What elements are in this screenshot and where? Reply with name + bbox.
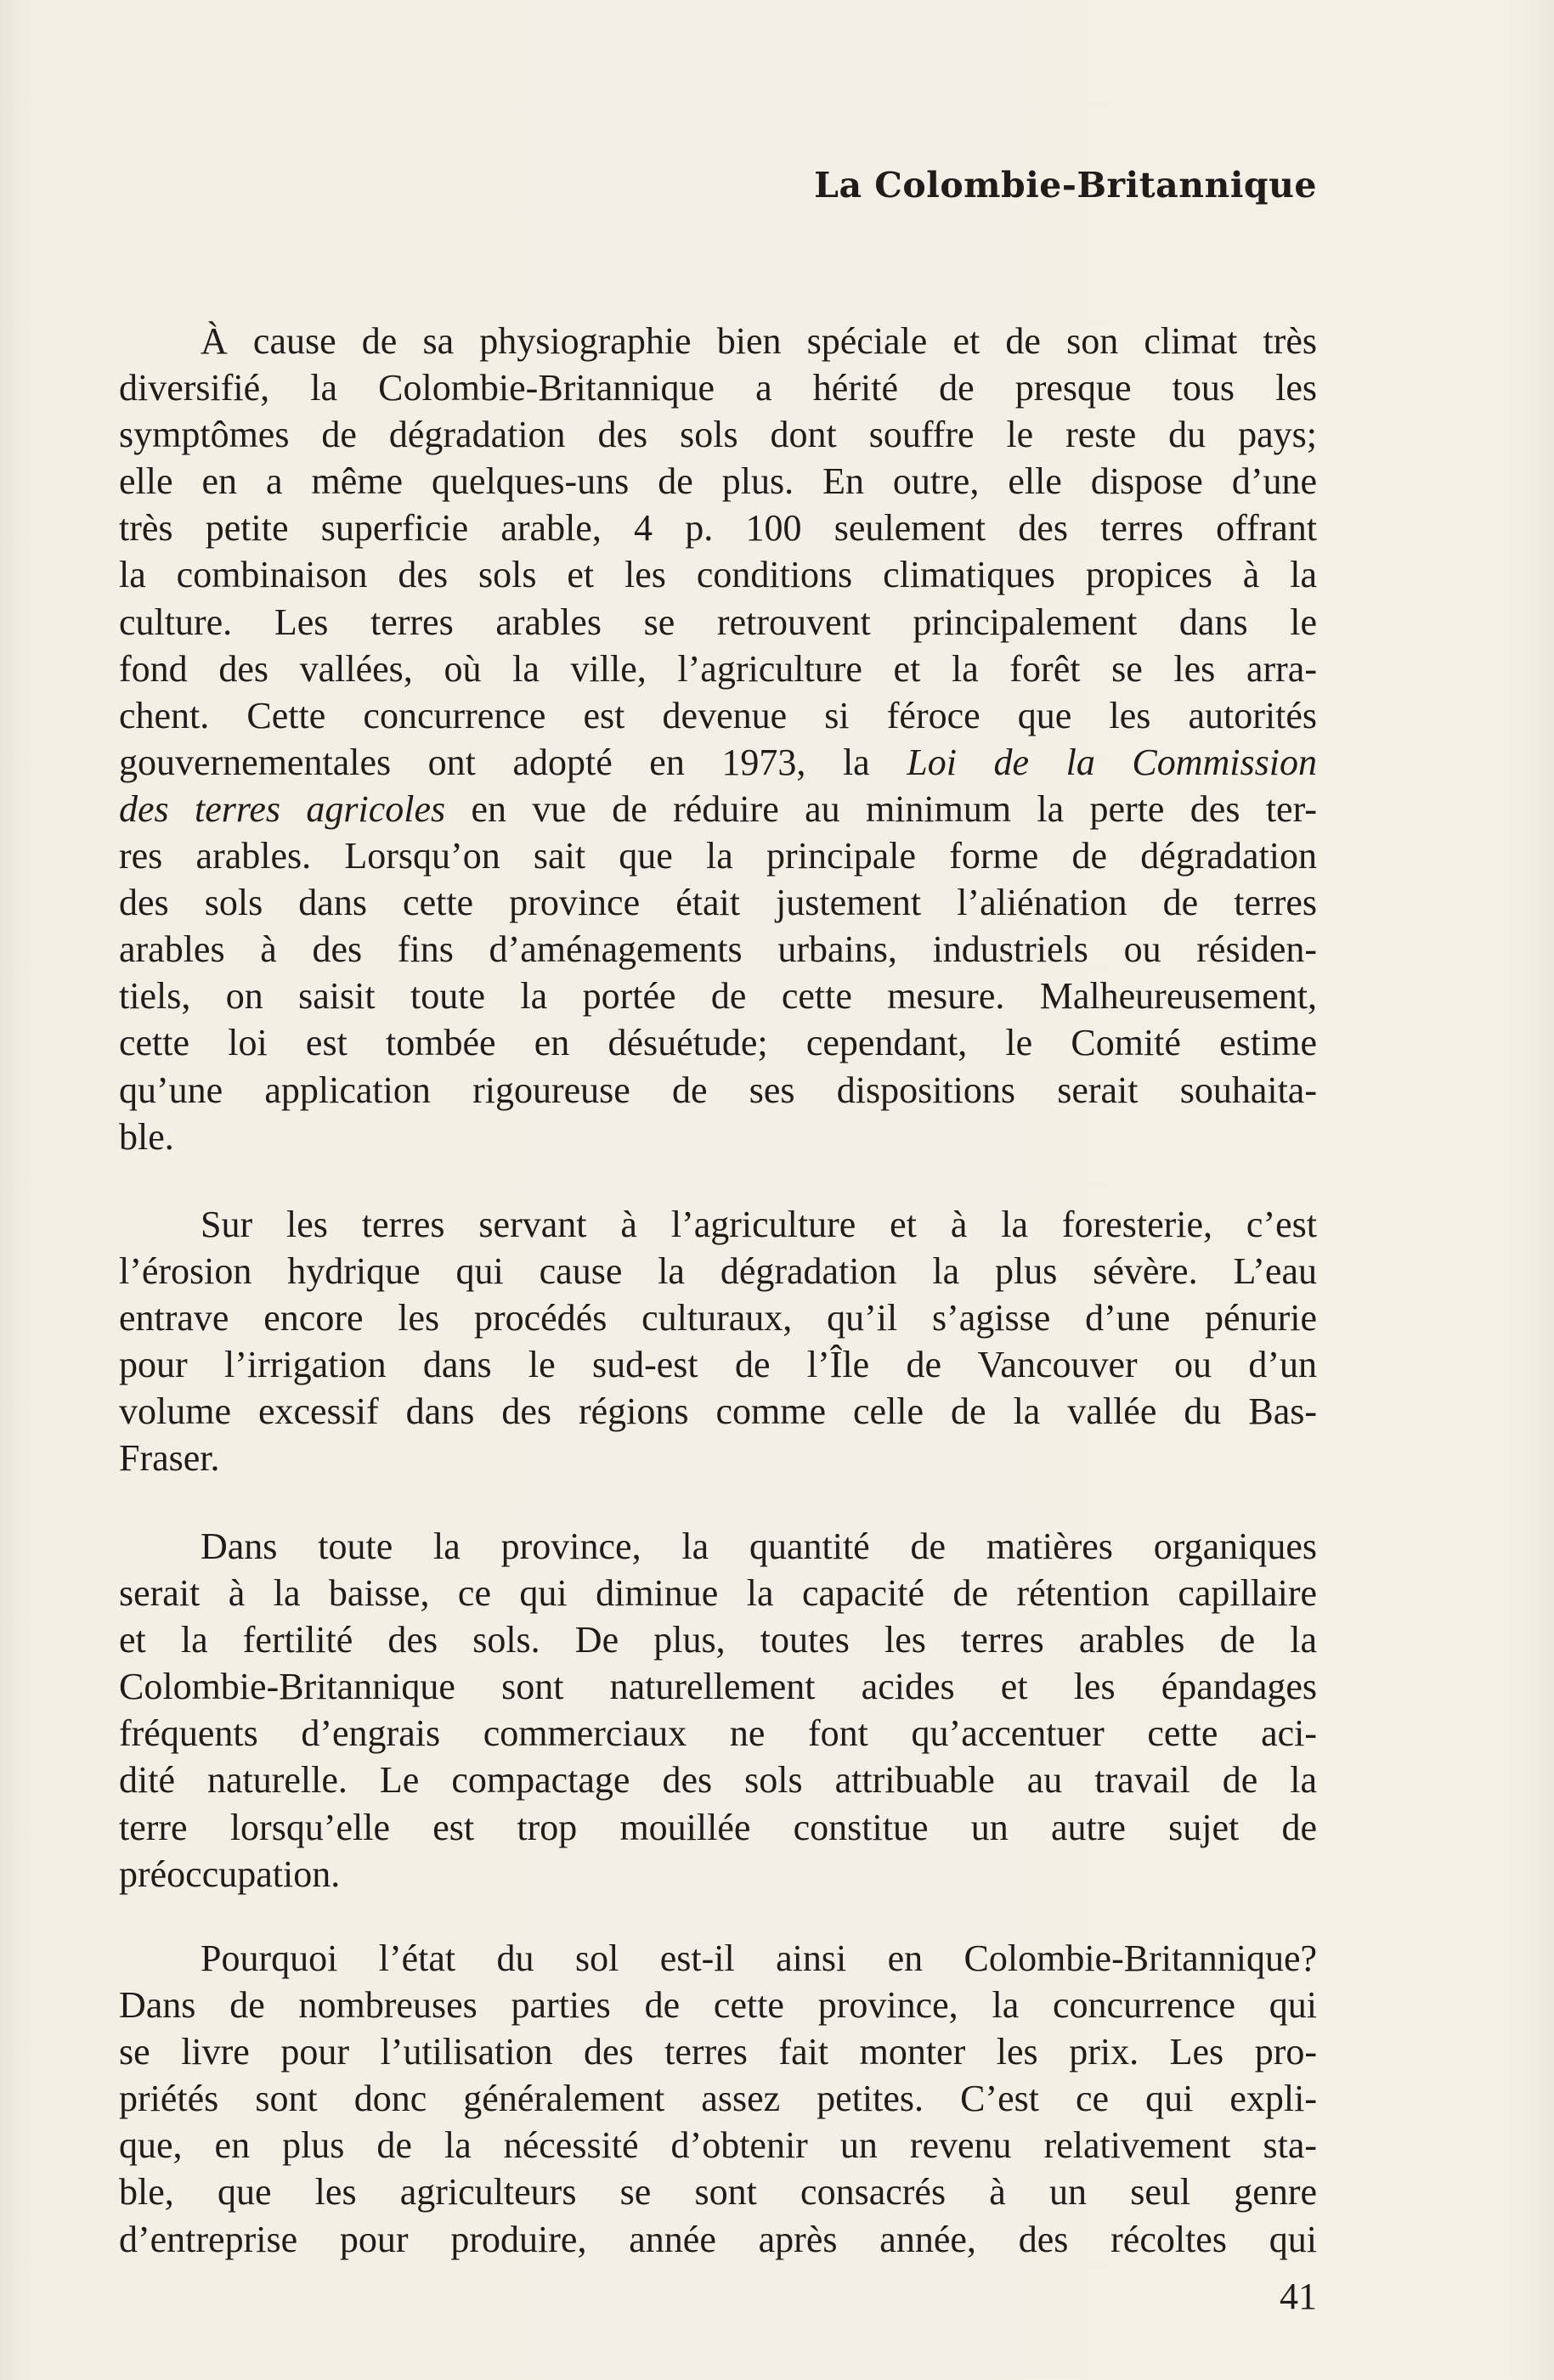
text-line: ble. — [119, 1115, 174, 1158]
text-line: terre lorsqu’elle est trop mouillée constitue un autre sujet de — [119, 1806, 1317, 1848]
text-line: se livre pour l’utilisation des terres fait monter les prix. Les pro- — [119, 2031, 1317, 2073]
text-line: cette loi est tombée en désuétude; cependant, le Comité estime — [119, 1022, 1317, 1064]
text-line: priétés sont donc généralement assez petites. C’est ce qui expli- — [119, 2078, 1317, 2120]
text-line: ble, que les agriculteurs se sont consacrés à un seul genre — [119, 2171, 1317, 2214]
text-fragment: en vue de réduire au minimum la perte des ter- — [445, 787, 1317, 830]
text-line: pour l’irrigation dans le sud-est de l’Île de Vancouver ou d’un — [119, 1344, 1317, 1386]
text-line: la combinaison des sols et les conditions climatiques propices à la — [119, 554, 1317, 596]
text-line: elle en a même quelques-uns de plus. En outre, elle dispose d’une — [119, 460, 1317, 503]
text-line: l’érosion hydrique qui cause la dégradation la plus sévère. L’eau — [119, 1250, 1317, 1293]
text-line: entrave encore les procédés culturaux, qu’il s’agisse d’une pénurie — [119, 1297, 1317, 1339]
text-line: Dans toute la province, la quantité de matières organiques — [201, 1526, 1317, 1567]
text-line: Pourquoi l’état du sol est-il ainsi en Colombie-Britannique? — [201, 1937, 1317, 1979]
paragraph-2 — [119, 1201, 1317, 1482]
paragraph-3 — [119, 1523, 1317, 1898]
text-line: dité naturelle. Le compactage des sols attribuable au travail de la — [119, 1759, 1317, 1802]
text-line: préoccupation. — [119, 1853, 341, 1895]
text-line: et la fertilité des sols. De plus, toutes les terres arables de la — [119, 1619, 1317, 1661]
text-line: symptômes de dégradation des sols dont souffre le reste du pays; — [119, 414, 1317, 456]
text-line: serait à la baisse, ce qui diminue la capacité de rétention capillaire — [119, 1572, 1317, 1615]
text-line: fréquents d’engrais commerciaux ne font qu’accentuer cette aci- — [119, 1712, 1317, 1755]
text-line: tiels, on saisit toute la portée de cette mesure. Malheureusement, — [119, 975, 1317, 1018]
text-line: qu’une application rigoureuse de ses dispositions serait souhaita- — [119, 1069, 1317, 1111]
text-line: volume excessif dans des régions comme celle de la vallée du Bas- — [119, 1390, 1317, 1433]
text-line: Dans de nombreuses parties de cette province, la concurrence qui — [119, 1984, 1317, 2027]
text-line: diversifié, la Colombie-Britannique a hérité de presque tous les — [119, 367, 1317, 409]
text-line-with-title — [119, 739, 1317, 786]
text-line: Fraser. — [119, 1437, 220, 1480]
text-line: des sols dans cette province était justement l’aliénation de terres — [119, 882, 1317, 924]
text-line: culture. Les terres arables se retrouvent principalement dans le — [119, 601, 1317, 643]
text-line: que, en plus de la nécessité d’obtenir un revenu relativement sta- — [119, 2124, 1317, 2167]
text-line: Sur les terres servant à l’agriculture et à la foresterie, c’est — [201, 1204, 1317, 1245]
text-line: res arables. Lorsqu’on sait que la principale forme de dégradation — [119, 835, 1317, 877]
law-title-part-1: Loi de la Commission — [907, 741, 1317, 783]
text-line: À cause de sa physiographie bien spéciale et de son climat très — [201, 320, 1317, 362]
text-line: Colombie-Britannique sont naturellement acides et les épandages — [119, 1666, 1317, 1708]
text-line: chent. Cette concurrence est devenue si féroce que les autorités — [119, 694, 1317, 736]
paragraph-4 — [119, 1935, 1317, 2263]
text-line: arables à des fins d’aménagements urbains, industriels ou résiden- — [119, 928, 1317, 971]
law-title-part-2: des terres agricoles — [119, 787, 446, 830]
page-number: 41 — [1280, 2276, 1317, 2317]
text-fragment: gouvernementales ont adopté en 1973, la — [119, 741, 870, 783]
text-line: d’entreprise pour produire, année après année, des récoltes qui — [119, 2218, 1317, 2260]
text-line: fond des vallées, où la ville, l’agriculture et la forêt se les arra- — [119, 647, 1317, 690]
paragraph-1 — [119, 318, 1317, 1160]
text-line-with-title — [119, 786, 1317, 832]
section-heading: La Colombie-Britannique — [814, 165, 1317, 206]
text-line: très petite superficie arable, 4 p. 100 seulement des terres offrant — [119, 507, 1317, 550]
